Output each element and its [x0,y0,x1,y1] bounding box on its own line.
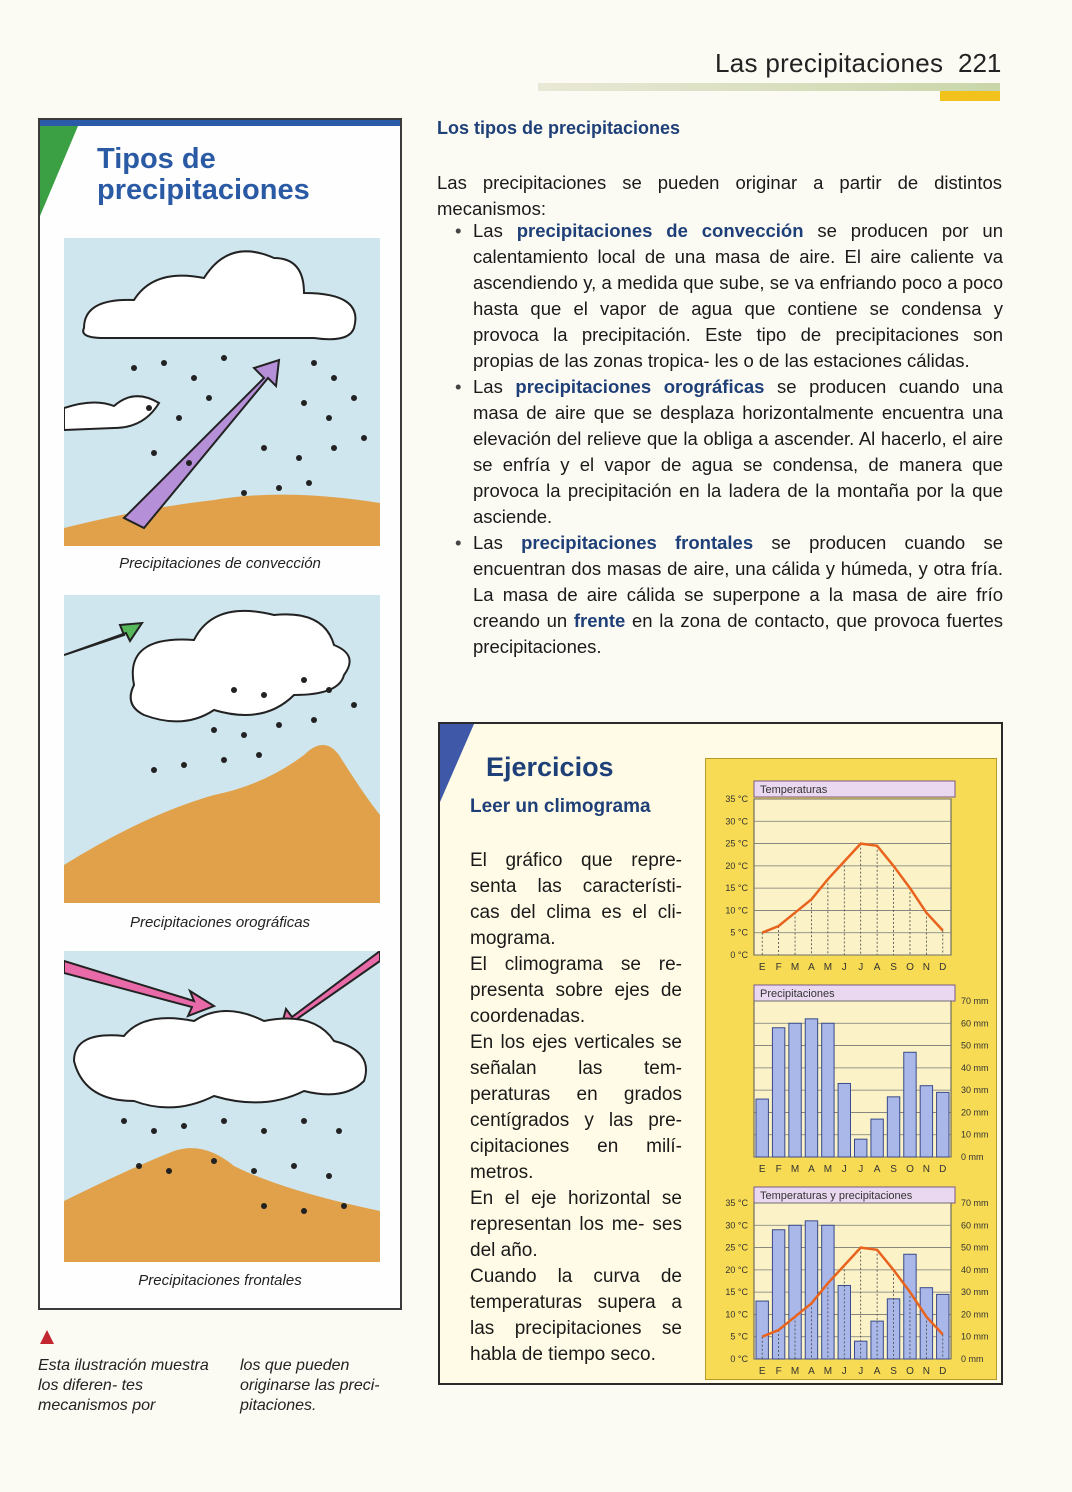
bullet-convection [455,218,1003,374]
bullet-dot-icon: • [455,220,462,241]
y-tick-label-right: 10 mm [961,1129,989,1140]
precipitation-bar [789,1023,801,1157]
y-tick-label-right: 0 mm [961,1354,984,1364]
x-tick-label: D [939,1164,947,1175]
header-rule [538,83,1000,91]
y-tick-label-left: 10 °C [725,1309,748,1320]
y-tick-label-right: 70 mm [961,996,989,1006]
x-tick-label: S [890,1366,897,1377]
precipitation-bar [756,1099,768,1157]
precipitation-bar [920,1086,932,1157]
x-tick-label: E [758,1366,766,1377]
caption-convection: Precipitaciones de convección [119,555,321,572]
x-tick-label: O [906,1366,914,1377]
x-tick-label: A [808,1164,815,1175]
bullet-term: precipitaciones orográficas [515,376,765,397]
bullet-text: en la zona de contacto, que provoca fuertes precipitaciones. [473,610,1003,657]
x-tick-label: F [775,1366,782,1377]
precipitation-bar [855,1139,867,1157]
y-tick-label-left: 15 °C [725,883,748,894]
precipitation-bar [838,1083,850,1157]
exercise-subtitle: Leer un climograma [470,796,651,817]
y-tick-label-left: 30 °C [725,1220,748,1231]
x-tick-label: A [808,1366,815,1377]
y-tick-label-left: 20 °C [725,1264,748,1275]
x-tick-label: E [758,1164,766,1175]
precipitation-bar [772,1028,784,1157]
running-title: Las precipitaciones [715,48,944,78]
x-tick-label: J [841,962,847,973]
exercise-paragraph: El gráfico que repre- senta las característi- cas del clima es el cli- mograma. [470,850,682,949]
x-tick-label: A [808,962,815,973]
x-tick-label: J [858,1366,864,1377]
bullet-orographic [455,374,1003,530]
y-tick-label-right: 30 mm [961,1085,989,1096]
panel-corner-triangle [40,126,78,216]
bullet-text: se producen cuando se encuentran dos masas de aire, una cálida y húmeda, y otra fría. La masa de aire cálida se superpone a la masa de aire frío creando un [473,532,1003,631]
caption-orographic: Precipitaciones orográficas [129,914,311,931]
x-tick-label: N [922,962,930,973]
bullet-text: se producen por un calentamiento local de una masa de aire. El aire caliente va ascendiendo y, a medida que sube, se va enfriando poco a poco hasta que el vapor de agua que contiene se condensa y provoca la precipitación. Este tipo de precipitaciones son propias de las zonas tropica- les o de las estaciones cálidas. [473,220,1003,371]
y-tick-label-right: 10 mm [961,1331,989,1342]
y-tick-label-left: 25 °C [725,1242,748,1253]
y-tick-label-left: 20 °C [725,860,748,871]
header-accent [940,91,1000,101]
intro-paragraph: Las precipitaciones se pueden originar a partir de distintos mecanismos: [437,172,1002,219]
climograph-panel [705,758,997,1380]
page-number: 221 [958,48,1002,78]
x-tick-label: A [873,1164,881,1175]
y-tick-label-left: 5 °C [730,1331,748,1342]
y-tick-label-left: 35 °C [725,1198,748,1208]
precipitation-bar [822,1023,834,1157]
triangle-up-icon [40,1330,54,1344]
y-tick-label-right: 50 mm [961,1242,989,1253]
exercise-box [438,722,1003,1385]
y-tick-label-right: 20 mm [961,1107,989,1118]
exercise-paragraph: En los ejes verticales se señalan las tem- peraturas en grados centígrados y las pre- cipitaciones en milí- metros. [470,1032,682,1183]
x-tick-label: N [922,1164,930,1175]
bullet-text: Las [473,532,522,553]
x-tick-label: S [890,962,897,973]
bullet-term: precipitaciones de convección [516,220,804,241]
section-heading: Los tipos de precipitaciones [437,118,681,138]
y-tick-label-left: 0 °C [730,950,748,960]
x-tick-label: J [858,962,864,973]
y-tick-label-right: 60 mm [961,1220,989,1231]
x-tick-label: S [890,1164,897,1175]
y-tick-label-right: 70 mm [961,1198,989,1208]
x-tick-label: M [823,962,833,973]
exercise-title: Ejercicios [486,752,614,782]
x-tick-label: D [939,962,947,973]
y-tick-label-left: 30 °C [725,816,748,827]
bullet-dot-icon: • [455,376,462,397]
x-tick-label: M [790,962,800,973]
exercise-corner-triangle [440,724,474,802]
exercise-paragraph: Cuando la curva de temperaturas supera a las precipitaciones se habla de tiempo seco. [470,1266,682,1365]
x-tick-label: O [906,962,914,973]
bullet-frontal [455,530,1003,660]
precipitation-bar [887,1097,899,1157]
x-tick-label: M [823,1164,833,1175]
bullet-text: se producen cuando una masa de aire que se desplaza horizontalmente encuentra una elevación del relieve que la obliga a ascender. Al hacerlo, el aire se enfría y el vapor de agua se condensa, de manera que provoca la precipitación en la ladera de la montaña por la que asciende. [473,376,1003,527]
convection-illustration [64,238,380,546]
x-tick-label: O [906,1164,914,1175]
footnote-col2: los que pueden originarse las preci- pitaciones. [240,1357,380,1414]
y-tick-label-right: 30 mm [961,1287,989,1298]
x-tick-label: D [939,1366,947,1377]
climograph-charts [706,759,998,1381]
y-tick-label-left: 15 °C [725,1287,748,1298]
panel-title: Tipos de precipitaciones [97,143,310,206]
panel-top-stripe [40,120,400,126]
precipitation-bar [871,1119,883,1157]
x-tick-label: M [790,1366,800,1377]
x-tick-label: E [758,962,766,973]
y-tick-label-left: 25 °C [725,838,748,849]
x-tick-label: A [873,1366,881,1377]
y-tick-label-right: 20 mm [961,1309,989,1320]
x-tick-label: M [790,1164,800,1175]
exercise-paragraph: En el eje horizontal se representan los me- ses del año. [470,1188,682,1261]
bullet-term: frente [573,610,626,631]
x-tick-label: J [858,1164,864,1175]
precipitation-bar [904,1052,916,1157]
x-tick-label: N [922,1366,930,1377]
y-tick-label-left: 35 °C [725,794,748,804]
precipitation-bar [805,1019,817,1157]
precipitation-bar [805,1221,817,1359]
chart-title: Temperaturas [760,784,828,796]
x-tick-label: F [775,1164,782,1175]
precipitation-bar [937,1092,949,1157]
bullet-list [455,218,1003,660]
y-tick-label-right: 0 mm [961,1152,984,1162]
precipitation-bar [937,1294,949,1359]
precipitation-bar [904,1254,916,1359]
bullet-text: Las [473,376,516,397]
chart-title: Precipitaciones [760,988,835,1000]
orographic-illustration [64,595,380,903]
illustration-panel [38,118,402,1310]
x-tick-label: J [841,1164,847,1175]
y-tick-label-left: 10 °C [725,905,748,916]
exercise-paragraph: El climograma se re- presenta sobre ejes de coordenadas. [470,954,682,1027]
footnote-col1: Esta ilustración muestra los diferen- tes mecanismos por [38,1357,209,1414]
caption-frontal: Precipitaciones frontales [138,1272,302,1289]
y-tick-label-left: 0 °C [730,1354,748,1364]
plot-area [754,799,951,955]
y-tick-label-right: 60 mm [961,1018,989,1029]
chart-title: Temperaturas y precipitaciones [760,1190,913,1202]
precipitation-bar [789,1225,801,1359]
y-tick-label-right: 40 mm [961,1264,989,1275]
bullet-term: precipitaciones frontales [521,532,754,553]
x-tick-label: F [775,962,782,973]
exercise-text [470,848,682,1368]
frontal-illustration [64,951,380,1262]
y-tick-label-right: 50 mm [961,1040,989,1051]
bullet-text: Las [473,220,517,241]
x-tick-label: M [823,1366,833,1377]
x-tick-label: J [841,1366,847,1377]
y-tick-label-left: 5 °C [730,927,748,938]
x-tick-label: A [873,962,881,973]
bullet-dot-icon: • [455,532,462,553]
y-tick-label-right: 40 mm [961,1062,989,1073]
precipitation-bar [920,1288,932,1359]
